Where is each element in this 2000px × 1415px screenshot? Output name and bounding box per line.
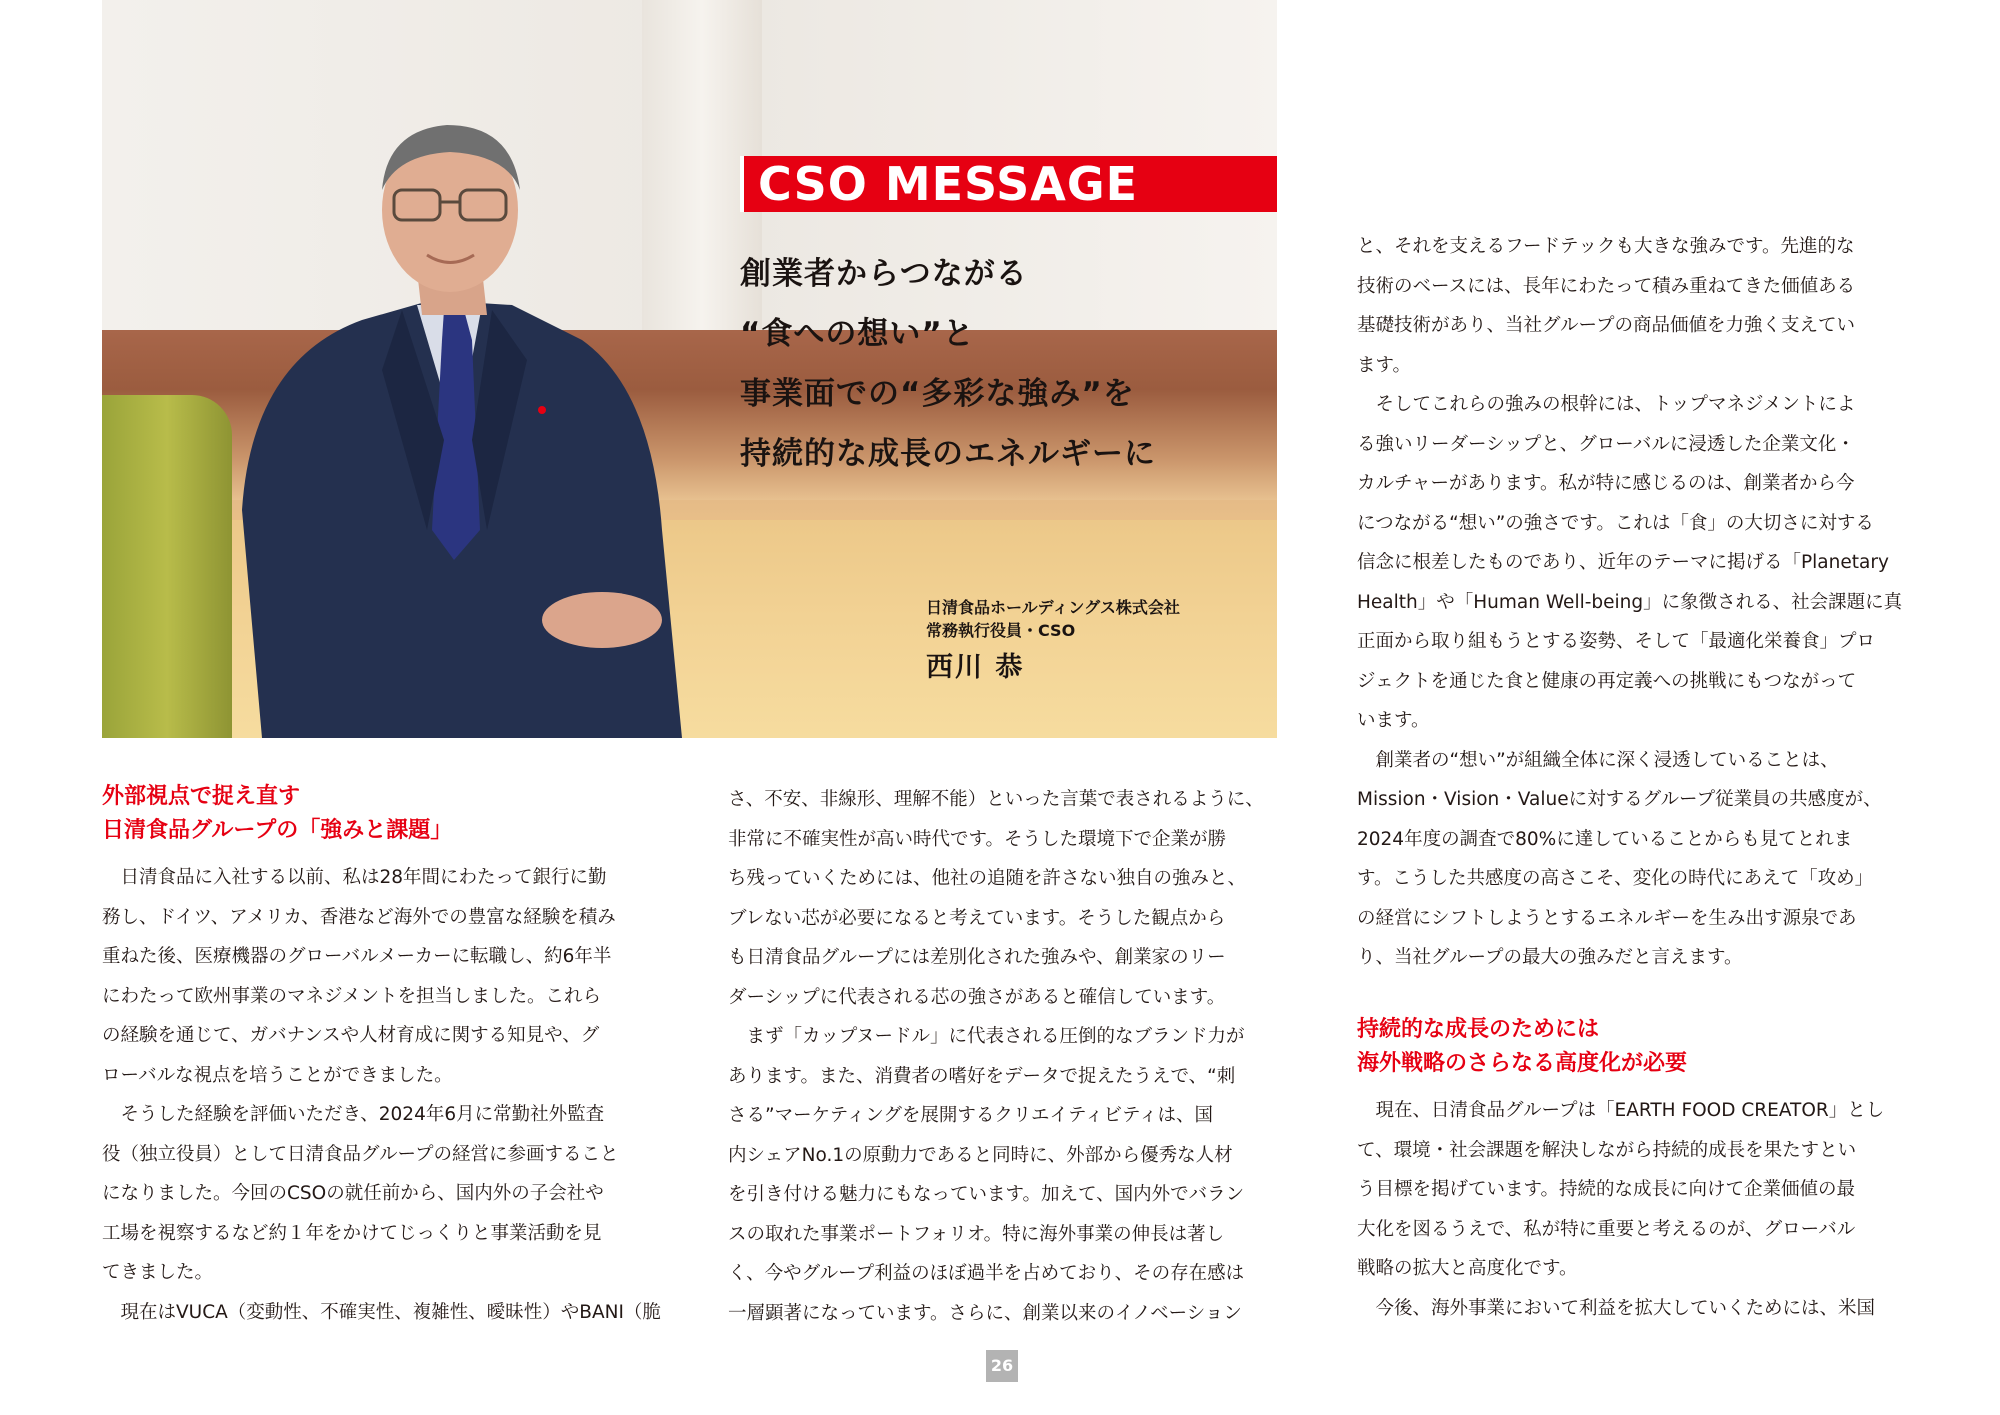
body-line: く、今やグループ利益のほぼ過半を占めており、その存在感は <box>728 1263 1245 1284</box>
body-line: そしてこれらの強みの根幹には、トップマネジメントによ <box>1357 394 1856 415</box>
body-line: まず「カップヌードル」に代表される圧倒的なブランド力が <box>728 1026 1245 1047</box>
body-line: す。こうした共感度の高さこそ、変化の時代にあえて「攻め」 <box>1357 868 1874 889</box>
body-line: て、環境・社会課題を解決しながら持続的成長を果たすとい <box>1357 1139 1857 1161</box>
body-line: ます。 <box>1357 354 1412 376</box>
body-line: さる”マーケティングを展開するクリエイティビティは、国 <box>728 1105 1214 1126</box>
body-line: り、当社グループの最大の強みだと言えます。 <box>1357 947 1743 968</box>
body-line: てきました。 <box>102 1262 214 1283</box>
headline-line: 事業面での“多彩な強み”を <box>740 376 1135 412</box>
body-line: Health」や「Human Well-being」に象徴される、社会課題に真 <box>1357 591 1903 613</box>
hero-photo <box>102 0 1277 738</box>
body-line: 非常に不確実性が高い時代です。そうした環境下で企業が勝 <box>728 828 1227 850</box>
body-line: 大化を図るうえで、私が特に重要と考えるのが、グローバル <box>1357 1218 1856 1240</box>
body-line: 重ねた後、医療機器のグローバルメーカーに転職し、約6年半 <box>102 946 612 967</box>
signature-company: 日清食品ホールディングス株式会社 <box>926 598 1180 617</box>
cso-message-label: CSO MESSAGE <box>758 157 1139 211</box>
body-line: スの取れた事業ポートフォリオ。特に海外事業の伸長は著し <box>728 1223 1225 1245</box>
body-line: 務し、ドイツ、アメリカ、香港など海外での豊富な経験を積み <box>102 906 616 928</box>
body-line: 正面から取り組もうとする姿勢、そして「最適化栄養食」プロ <box>1357 631 1876 652</box>
right-column <box>1357 227 1905 978</box>
body-line: 基礎技術があり、当社グループの商品価値を力強く支えてい <box>1357 315 1856 336</box>
body-line: も日清食品グループには差別化された強みや、創業家のリー <box>728 947 1226 968</box>
body-line: Mission・Vision・Valueに対するグループ従業員の共感度が、 <box>1357 789 1882 810</box>
headline-line: 創業者からつながる <box>740 256 1028 292</box>
body-line: ダーシップに代表される芯の強さがあると確信しています。 <box>728 986 1226 1008</box>
body-line: う目標を掲げています。持続的な成長に向けて企業価値の最 <box>1357 1179 1856 1200</box>
body-line: 戦略の拡大と高度化です。 <box>1357 1258 1578 1279</box>
executive-portrait <box>182 110 742 738</box>
body-line: ジェクトを通じた食と健康の再定義への挑戦にもつながって <box>1357 670 1857 692</box>
body-line: 内シェアNo.1の原動力であると同時に、外部から優秀な人材 <box>728 1144 1233 1166</box>
body-line: 現在はVUCA（変動性、不確実性、複雑性、曖昧性）やBANI（脆 <box>102 1301 661 1323</box>
middle-column <box>728 780 1278 1333</box>
heading-line: 外部視点で捉え直す <box>102 784 301 809</box>
body-line: 現在、日清食品グループは「EARTH FOOD CREATOR」とし <box>1357 1100 1885 1121</box>
body-line: 技術のベースには、長年にわたって積み重ねてきた価値ある <box>1357 275 1856 297</box>
body-line: と、それを支えるフードテックも大きな強みです。先進的な <box>1357 236 1855 257</box>
body-line: さ、不安、非線形、理解不能）といった言葉で表されるように、 <box>728 789 1264 810</box>
section-heading-growth <box>1357 1013 1905 1081</box>
signature-role: 常務執行役員・CSO <box>926 621 1076 640</box>
body-line: の経営にシフトしようとするエネルギーを生み出す源泉であ <box>1357 907 1857 929</box>
body-line: 信念に根差したものであり、近年のテーマに掲げる「Planetary <box>1357 552 1889 573</box>
signature-name: 西川 恭 <box>926 652 1025 683</box>
page-number: 26 <box>986 1350 1018 1382</box>
body-line: ローバルな視点を培うことができました。 <box>102 1064 453 1086</box>
body-line: 創業者の“想い”が組織全体に深く浸透していることは、 <box>1357 749 1839 771</box>
body-line: になりました。今回のCSOの就任前から、国内外の子会社や <box>102 1183 604 1204</box>
body-line: 今後、海外事業において利益を拡大していくためには、米国 <box>1357 1297 1876 1319</box>
signature-block <box>926 596 1180 688</box>
body-line: につながる“想い”の強さです。これは「食」の大切さに対する <box>1357 512 1874 534</box>
body-line: そうした経験を評価いただき、2024年6月に常勤社外監査 <box>102 1104 605 1125</box>
left-column <box>102 780 661 1332</box>
body-line: の経験を通じて、ガバナンスや人材育成に関する知見や、グ <box>102 1025 600 1046</box>
body-line: る強いリーダーシップと、グローバルに浸透した企業文化・ <box>1357 433 1855 455</box>
body-line: あります。また、消費者の嗜好をデータで捉えたうえで、“刺 <box>728 1065 1236 1087</box>
body-line: 役（独立役員）として日清食品グループの経営に参画すること <box>102 1143 619 1165</box>
body-line: にわたって欧州事業のマネジメントを担当しました。これら <box>102 985 601 1007</box>
hero-headline <box>740 244 1260 484</box>
body-line: います。 <box>1357 710 1430 731</box>
body-line: 2024年度の調査で80%に達していることからも見てとれま <box>1357 828 1853 850</box>
headline-line: “食への想い”と <box>740 316 975 352</box>
right-column-lower <box>1357 1013 1905 1328</box>
body-line: 日清食品に入社する以前、私は28年間にわたって銀行に勤 <box>102 867 607 888</box>
body-line: ち残っていくためには、他社の追随を許さない独自の強みと、 <box>728 868 1247 889</box>
body-line: 一層顕著になっています。さらに、創業以来のイノベーション <box>728 1302 1242 1324</box>
section-heading-strengths <box>102 780 647 848</box>
heading-line: 海外戦略のさらなる高度化が必要 <box>1357 1051 1688 1076</box>
body-line: カルチャーがあります。私が特に感じるのは、創業者から今 <box>1357 473 1855 494</box>
heading-line: 持続的な成長のためには <box>1357 1017 1600 1042</box>
body-line: ブレない芯が必要になると考えています。そうした観点から <box>728 907 1226 929</box>
body-line: 工場を視察するなど約１年をかけてじっくりと事業活動を見 <box>102 1222 602 1244</box>
headline-line: 持続的な成長のエネルギーに <box>740 436 1156 472</box>
heading-line: 日清食品グループの「強みと課題」 <box>102 818 453 843</box>
body-line: を引き付ける魅力にもなっています。加えて、国内外でバラン <box>728 1184 1245 1205</box>
cso-message-badge <box>740 156 1277 212</box>
